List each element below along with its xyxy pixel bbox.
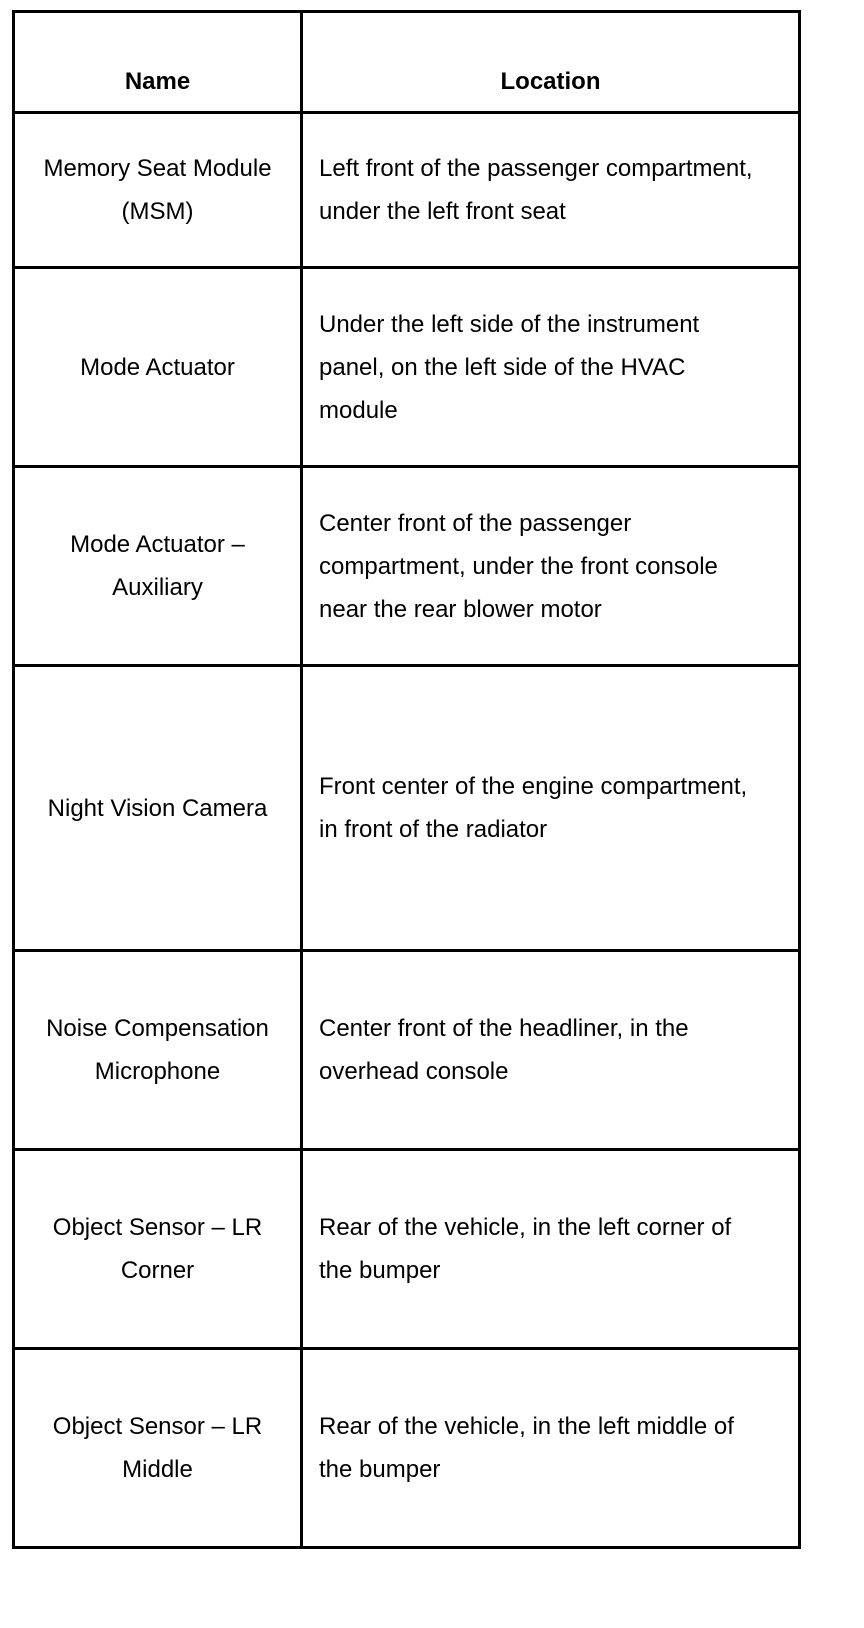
location-column-header: Location: [302, 12, 800, 113]
component-name-cell: Object Sensor – LR Middle: [14, 1349, 302, 1548]
table-row: [14, 951, 800, 1150]
component-location-table: [12, 10, 801, 1549]
component-name-cell: Mode Actuator: [14, 268, 302, 467]
name-column-header: Name: [14, 12, 302, 113]
table-row: [14, 268, 800, 467]
component-name-cell: Noise Compensation Microphone: [14, 951, 302, 1150]
component-location-cell: Rear of the vehicle, in the left middle of the bumper: [302, 1349, 800, 1548]
table-row: [14, 467, 800, 666]
component-name-cell: Night Vision Camera: [14, 666, 302, 951]
component-location-cell: Rear of the vehicle, in the left corner of the bumper: [302, 1150, 800, 1349]
table-row: [14, 666, 800, 951]
header-row: [14, 12, 800, 113]
table-row: [14, 113, 800, 268]
table-row: [14, 1150, 800, 1349]
component-name-cell: Mode Actuator – Auxiliary: [14, 467, 302, 666]
table-row: [14, 1349, 800, 1548]
component-name-cell: Object Sensor – LR Corner: [14, 1150, 302, 1349]
component-location-cell: Front center of the engine compartment, in front of the radiator: [302, 666, 800, 951]
component-name-cell: Memory Seat Module (MSM): [14, 113, 302, 268]
component-location-cell: Left front of the passenger compartment, under the left front seat: [302, 113, 800, 268]
component-location-cell: Center front of the passenger compartment, under the front console near the rear blower motor: [302, 467, 800, 666]
component-location-cell: Center front of the headliner, in the overhead console: [302, 951, 800, 1150]
component-location-cell: Under the left side of the instrument panel, on the left side of the HVAC module: [302, 268, 800, 467]
